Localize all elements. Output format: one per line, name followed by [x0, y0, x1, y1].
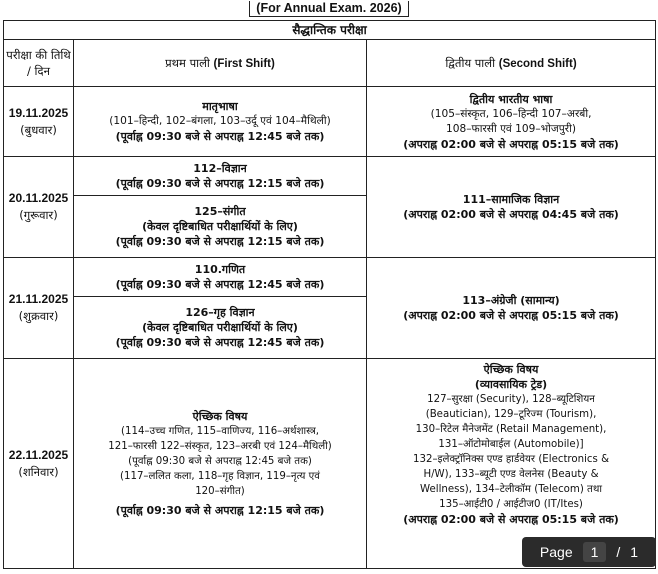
subject: 111–सामाजिक विज्ञान: [462, 193, 560, 206]
subject-list: (101–हिन्दी, 102–बंगला, 103–उर्दू एवं 104–मैथिली): [109, 115, 331, 127]
subject: 126–गृह विज्ञान: [185, 306, 255, 319]
time: (अपराह्न 02:00 बजे से अपराह्न 05:15 बजे तक): [403, 309, 619, 322]
time: (अपराह्न 02:00 बजे से अपराह्न 05:15 बजे तक): [403, 513, 619, 526]
first-shift-part-a: [74, 258, 366, 297]
date-text: 21.11.2025: [8, 292, 69, 306]
col-second-en: (Second Shift): [498, 57, 577, 70]
time: (पूर्वाह्न 09:30 बजे से अपराह्न 12:45 बजे तक): [115, 278, 325, 291]
table-row: [4, 258, 656, 359]
page-current[interactable]: 1: [583, 542, 607, 562]
subject: द्वितीय भारतीय भाषा: [469, 92, 553, 106]
subject: मातृभाषा: [202, 100, 238, 113]
time: (पूर्वाह्न 09:30 बजे से अपराह्न 12:15 बजे तक): [115, 177, 325, 190]
date-text: 20.11.2025: [8, 191, 69, 205]
day-text: (बुधवार): [20, 122, 57, 137]
table-row: [4, 157, 656, 258]
second-shift-cell: [367, 258, 656, 359]
subject-list: (114–उच्च गणित, 115–वाणिज्य, 116–अर्थशास्त्र,: [121, 426, 319, 437]
page-indicator[interactable]: [522, 537, 656, 567]
subject: 125–संगीत: [194, 205, 246, 218]
page-label: Page: [539, 544, 573, 560]
subject-list: 108–फारसी एवं 109–भोजपुरी): [446, 122, 576, 135]
col-first-shift-header: [74, 40, 367, 87]
col-second-shift-header: [367, 40, 656, 87]
first-shift-cell: [74, 359, 367, 569]
subject-list: (117–ललित कला, 118–गृह विज्ञान, 119–नृत्य एवं: [120, 471, 320, 482]
subject: ऐच्छिक विषय: [483, 363, 539, 376]
note: (केवल दृष्टिबाधित परीक्षार्थियों के लिए): [142, 220, 298, 233]
page-total: 1: [630, 544, 639, 560]
day-text: (गुरूवार): [19, 208, 58, 222]
second-shift-cell: [367, 87, 656, 157]
col-date-header: परीक्षा की तिथि / दिन: [4, 40, 74, 87]
subject-list: 131–ऑटोमोबाईल (Automobile)]: [438, 439, 584, 450]
note: (केवल दृष्टिबाधित परीक्षार्थियों के लिए): [142, 321, 298, 334]
subject: 110.गणित: [194, 263, 246, 276]
time: (पूर्वाह्न 09:30 बजे से अपराह्न 12:15 बजे तक): [115, 235, 325, 248]
day-text: (शनिवार): [18, 464, 59, 479]
subject-list: 130–रिटेल मैनेजमेंट (Retail Management),: [415, 424, 607, 435]
subject-list: 135–आईटी0 / आईटीज0 (IT/Ites): [439, 499, 583, 510]
time: (पूर्वाह्न 09:30 बजे से अपराह्न 12:45 बजे तक): [115, 130, 325, 143]
exam-schedule-table: [3, 20, 656, 569]
row-date: [4, 157, 74, 258]
time: (पूर्वाह्न 09:30 बजे से अपराह्न 12:15 बजे तक): [115, 504, 325, 517]
second-shift-cell: [367, 157, 656, 258]
subject-list: (पूर्वाह्न 09:30 बजे से अपराह्न 12:45 बजे तक): [128, 456, 312, 467]
date-text: 19.11.2025: [8, 105, 69, 120]
subject-sub: (व्यावसायिक ट्रेड): [474, 378, 548, 391]
subject-list: 127–सुरक्षा (Security), 128–ब्यूटिशियन: [427, 394, 595, 405]
date-text: 22.11.2025: [8, 447, 69, 462]
exam-header-title: (For Annual Exam. 2026): [249, 1, 408, 17]
subject: 112–विज्ञान: [193, 162, 247, 175]
subject: 113–अंग्रेजी (सामान्य): [462, 294, 560, 307]
first-shift-cell: [74, 258, 367, 359]
first-shift-part-a: [74, 157, 366, 196]
day-text: (शुक्रवार): [18, 309, 59, 323]
row-date: [4, 258, 74, 359]
col-first-hi: प्रथम पाली: [165, 55, 210, 70]
subject: ऐच्छिक विषय: [192, 410, 248, 423]
page-separator: /: [616, 544, 621, 560]
table-row: [4, 87, 656, 157]
subject-list: H/W), 133–ब्यूटी एण्ड वेलनेस (Beauty &: [423, 469, 599, 480]
row-date: [4, 359, 74, 569]
time: (पूर्वाह्न 09:30 बजे से अपराह्न 12:45 बजे तक): [115, 336, 325, 349]
col-first-en: (First Shift): [213, 57, 275, 70]
subject-list: 121–फारसी 122–संस्कृत, 123–अरबी एवं 124–मैथिली): [108, 441, 332, 452]
first-shift-cell: [74, 157, 367, 258]
col-second-hi: द्वितीय पाली: [445, 55, 496, 70]
subject-list: Wellness), 134–टेलीकॉम (Telecom) तथा: [420, 484, 602, 495]
subject-list: (Beautician), 129–टूरिज्म (Tourism),: [425, 409, 597, 420]
subject-list: 120–संगीत): [195, 486, 245, 497]
subject-list: 132–इलेक्ट्रॉनिक्स एण्ड हार्डवेयर (Electronics &: [413, 454, 610, 465]
exam-header: [0, 0, 658, 18]
first-shift-cell: [74, 87, 367, 157]
first-shift-part-b: [74, 196, 366, 257]
first-shift-part-b: [74, 297, 366, 358]
subject-list: (105–संस्कृत, 106–हिन्दी 107–अरबी,: [430, 107, 592, 120]
time: (अपराह्न 02:00 बजे से अपराह्न 05:15 बजे तक): [403, 137, 619, 151]
row-date: [4, 87, 74, 157]
time: (अपराह्न 02:00 बजे से अपराह्न 04:45 बजे तक): [403, 208, 619, 221]
table-title: सैद्धान्तिक परीक्षा: [4, 21, 656, 40]
